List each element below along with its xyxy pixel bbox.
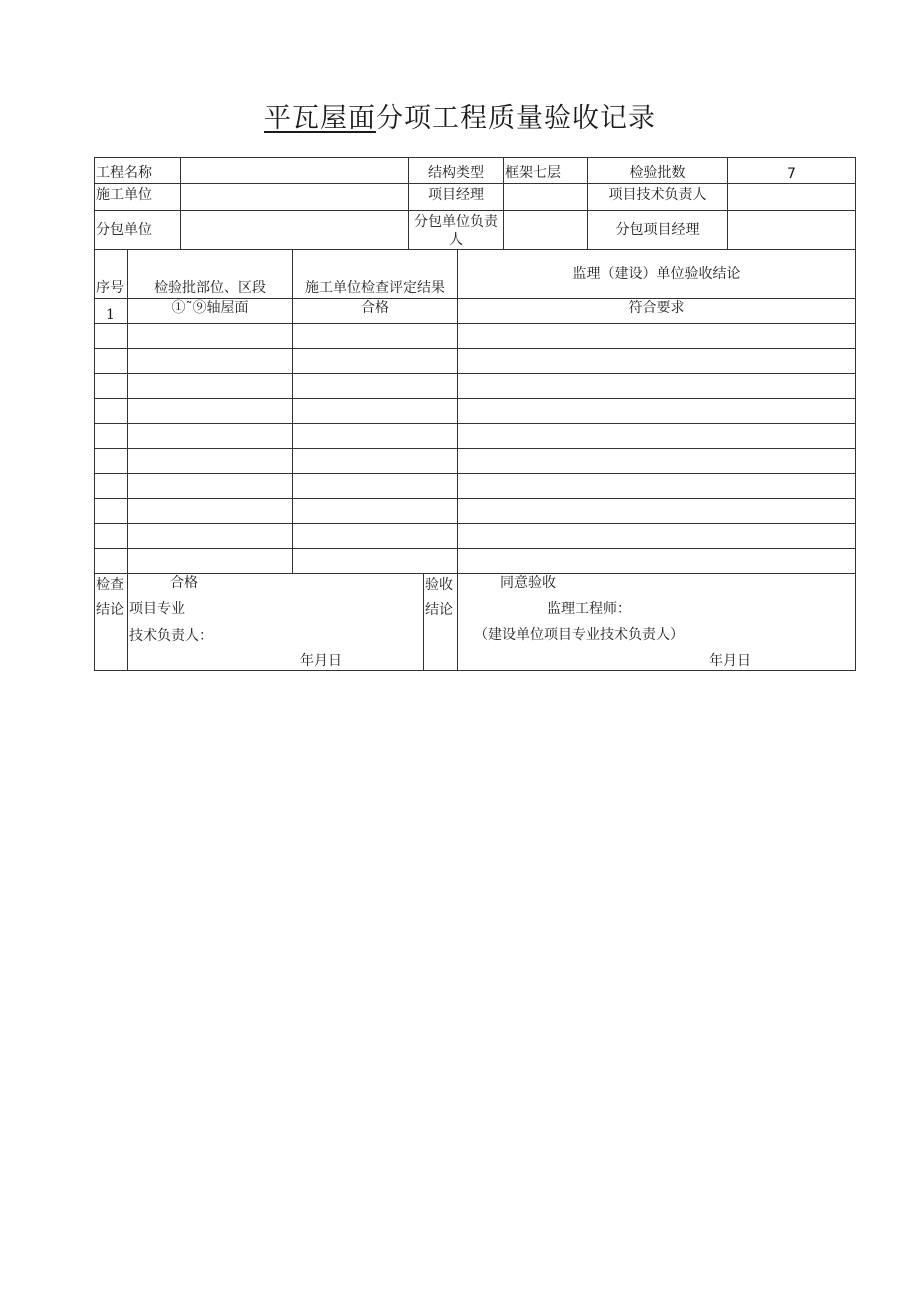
grid-line [127, 249, 128, 573]
column-header-location: 检验批部位、区段 [154, 280, 266, 296]
grid-line [94, 523, 856, 524]
batch-count-value[interactable]: 7 [787, 166, 796, 182]
grid-line [127, 573, 128, 670]
check-result: 合格 [170, 575, 198, 591]
subcontract-unit-label: 分包单位 [96, 222, 152, 238]
page-title [0, 96, 920, 135]
grid-line [94, 573, 856, 574]
accept-note: （建设单位项目专业技术负责人） [474, 627, 684, 643]
grid-line [94, 183, 856, 184]
accept-label-line2: 结论 [425, 602, 453, 618]
tech-lead-label: 项目技术负责人 [608, 187, 707, 203]
grid-line [94, 210, 856, 211]
grid-line [94, 670, 856, 671]
column-header-supervisor-conclusion: 监理（建设）单位验收结论 [572, 266, 741, 282]
title-suffix: 分项工程质量验收记录 [376, 103, 656, 134]
subcontract-head-label-wrap: 人 [449, 232, 463, 248]
accept-role: 监理工程师： [547, 601, 631, 617]
check-label-line2: 结论 [96, 602, 124, 618]
table-row-seq: 1 [106, 307, 115, 323]
table-row-location: ①˜⑨轴屋面 [171, 300, 249, 316]
construction-unit-label: 施工单位 [96, 187, 152, 203]
accept-label: 验收 [425, 577, 453, 593]
table-row-conclusion: 符合要求 [628, 300, 685, 316]
grid-line [94, 548, 856, 549]
grid-line [94, 157, 95, 671]
subcontract-head-label: 分包单位负责 [414, 214, 498, 230]
column-header-contractor-result: 施工单位检查评定结果 [305, 280, 445, 296]
accept-result: 同意验收 [500, 575, 556, 591]
grid-line [180, 157, 181, 249]
grid-line [94, 157, 856, 158]
check-date: 年月日 [300, 653, 342, 669]
structure-type-value[interactable]: 框架七层 [505, 165, 561, 181]
grid-line [94, 423, 856, 424]
grid-line [94, 448, 856, 449]
grid-line [94, 249, 856, 250]
accept-date: 年月日 [709, 653, 751, 669]
check-label: 检查 [96, 577, 124, 593]
column-header-seq: 序号 [96, 280, 124, 296]
title-prefix: 平瓦屋面 [264, 103, 376, 134]
batch-count-label: 检验批数 [629, 165, 686, 181]
grid-line [94, 373, 856, 374]
inspection-form [94, 157, 856, 671]
grid-line [94, 298, 856, 299]
project-manager-label: 项目经理 [428, 187, 484, 203]
project-name-label: 工程名称 [96, 165, 152, 181]
check-role-line2: 技术负责人： [129, 628, 213, 644]
structure-type-label: 结构类型 [428, 165, 484, 181]
grid-line [94, 498, 856, 499]
subcontract-pm-label: 分包项目经理 [615, 222, 700, 238]
grid-line [94, 473, 856, 474]
grid-line [292, 249, 293, 573]
grid-line [423, 573, 424, 670]
check-role: 项目专业 [129, 601, 185, 617]
grid-line [94, 348, 856, 349]
grid-line [94, 323, 856, 324]
table-row-result: 合格 [361, 300, 389, 316]
grid-line [94, 398, 856, 399]
grid-line [855, 157, 856, 671]
